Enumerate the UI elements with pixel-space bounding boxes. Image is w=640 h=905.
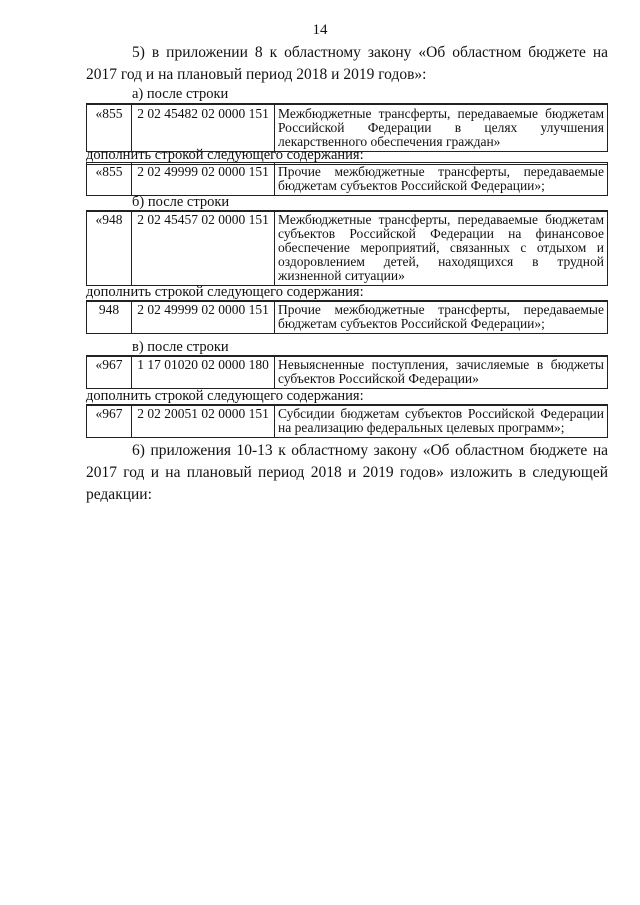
row-code: «855 bbox=[87, 105, 132, 152]
sub-b-label: б) после строки bbox=[86, 194, 608, 212]
row-kbk: 1 17 01020 02 0000 180 bbox=[132, 356, 275, 389]
add-row-label: дополнить строкой следующего содержания: bbox=[86, 388, 608, 406]
item-5-paragraph: 5) в приложении 8 к областному закону «Об областном бюджете на 2017 год и на плановый период 2018 и 2019 годов»: bbox=[86, 44, 608, 83]
table-row bbox=[86, 104, 608, 152]
row-name: Невыясненные поступления, зачисляемые в бюджеты субъектов Российской Федерации» bbox=[275, 356, 608, 389]
table-row bbox=[86, 404, 608, 438]
row-code: «948 bbox=[87, 211, 132, 286]
row-code: «855 bbox=[87, 163, 132, 196]
table-row bbox=[86, 300, 608, 334]
row-name: Межбюджетные трансферты, передаваемые бюджетам Российской Федерации в целях улучшения лекарственного обеспечения граждан» bbox=[275, 105, 608, 152]
row-code: «967 bbox=[87, 356, 132, 389]
row-kbk: 2 02 49999 02 0000 151 bbox=[132, 301, 275, 334]
row-name: Прочие межбюджетные трансферты, передаваемые бюджетам субъектов Российской Федерации»; bbox=[275, 163, 608, 196]
row-name: Межбюджетные трансферты, передаваемые бюджетам субъектов Российской Федерации на финансовое обеспечение мероприятий, связанных с отдыхом и оздоровлением детей, находящихся в трудной жизненной ситуации» bbox=[275, 211, 608, 286]
row-kbk: 2 02 45457 02 0000 151 bbox=[132, 211, 275, 286]
table-row bbox=[86, 162, 608, 196]
row-name: Субсидии бюджетам субъектов Российской Федерации на реализацию федеральных целевых программ»; bbox=[275, 405, 608, 438]
row-name: Прочие межбюджетные трансферты, передаваемые бюджетам субъектов Российской Федерации»; bbox=[275, 301, 608, 334]
sub-c-label: в) после строки bbox=[86, 339, 608, 357]
row-code: «967 bbox=[87, 405, 132, 438]
sub-a-label: а) после строки bbox=[86, 86, 608, 104]
table-row bbox=[86, 210, 608, 286]
table-row bbox=[86, 355, 608, 389]
row-code: 948 bbox=[87, 301, 132, 334]
page-number: 14 bbox=[312, 22, 328, 38]
row-kbk: 2 02 45482 02 0000 151 bbox=[132, 105, 275, 152]
row-kbk: 2 02 20051 02 0000 151 bbox=[132, 405, 275, 438]
add-row-label: дополнить строкой следующего содержания: bbox=[86, 147, 608, 165]
row-kbk: 2 02 49999 02 0000 151 bbox=[132, 163, 275, 196]
add-row-label: дополнить строкой следующего содержания: bbox=[86, 284, 608, 302]
item-6-paragraph: 6) приложения 10-13 к областному закону «Об областном бюджете на 2017 год и на плановый период 2018 и 2019 годов» изложить в следующей редакции: bbox=[86, 442, 608, 503]
